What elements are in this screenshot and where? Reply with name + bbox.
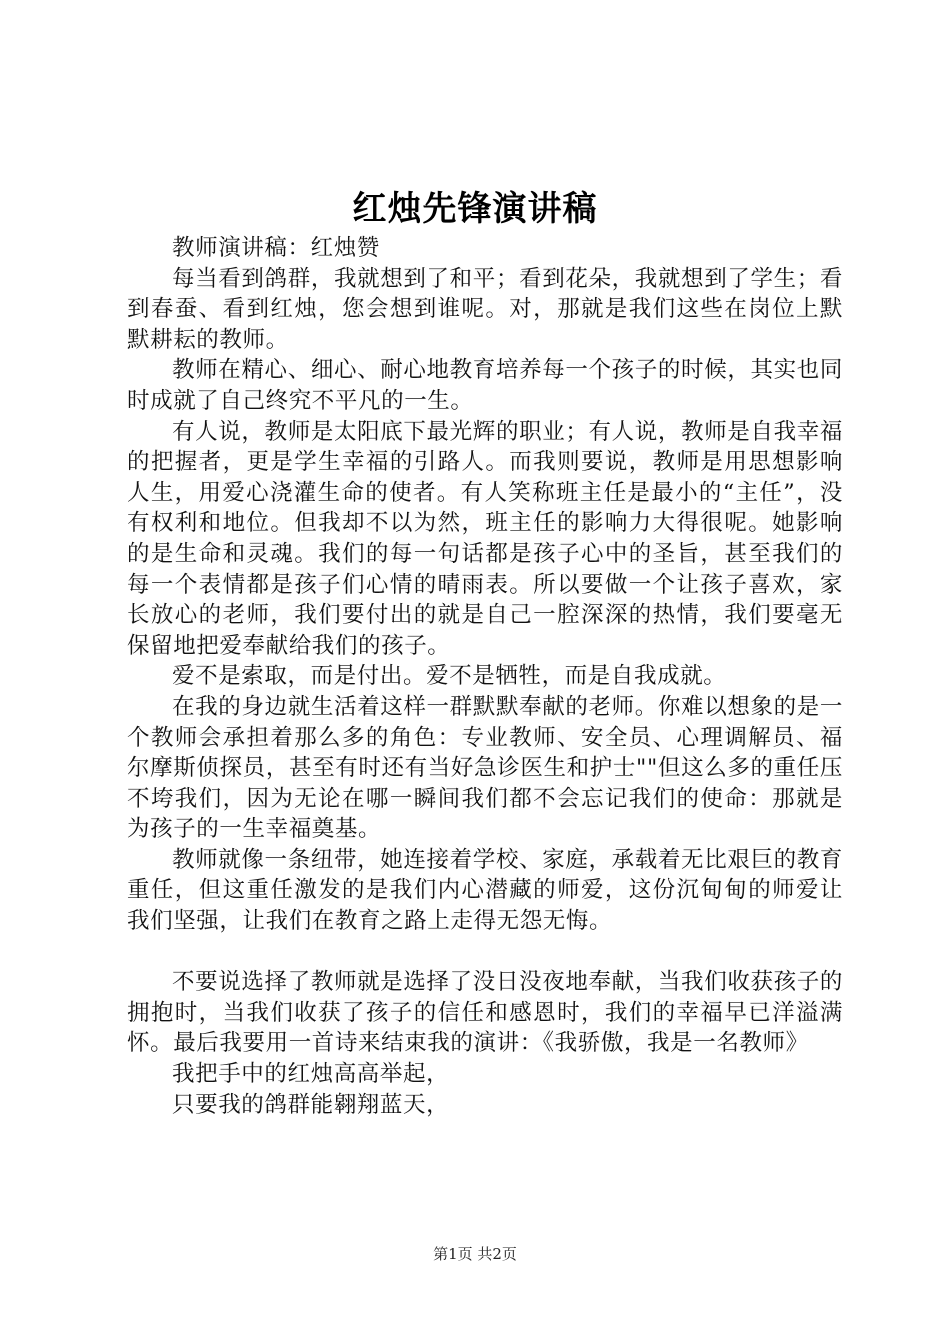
poem-line: 只要我的鸽群能翱翔蓝天，	[172, 1091, 450, 1118]
paragraph-subtitle: 教师演讲稿：红烛赞	[172, 235, 380, 261]
paragraph: 有人说，教师是太阳底下最光辉的职业；有人说，教师是自我幸福的把握者，更是学生幸福的引路人。而我则要说，教师是用思想影响人生，用爱心浇灌生命的使者。有人笑称班主任是最小的“主任”，没有权利和地位。但我却不以为然，班主任的影响力大得很呢。她影响的是生命和灵魂。我们的每一句话都是孩子心中的圣旨，甚至我们的每一个表情都是孩子们心情的晴雨表。所以要做一个让孩子喜欢，家长放心的老师，我们要付出的就是自己一腔深深的热情，我们要毫无保留地把爱奉献给我们的孩子。	[127, 418, 843, 659]
paragraph: 不要说选择了教师就是选择了没日没夜地奉献，当我们收获孩子的拥抱时，当我们收获了孩子的信任和感恩时，我们的幸福早已洋溢满怀。最后我要用一首诗来结束我的演讲：《我骄傲，我是一名教师》	[127, 969, 843, 1057]
paragraph: 教师在精心、细心、耐心地教育培养每一个孩子的时候，其实也同时成就了自己终究不平凡的一生。	[127, 357, 843, 414]
paragraph: 在我的身边就生活着这样一群默默奉献的老师。你难以想象的是一个教师会承担着那么多的角色：专业教师、安全员、心理调解员、福尔摩斯侦探员，甚至有时还有当好急诊医生和护士""但这么多的重任压不垮我们，因为无论在哪一瞬间我们都不会忘记我们的使命：那就是为孩子的一生幸福奠基。	[127, 693, 843, 843]
paragraph: 每当看到鸽群，我就想到了和平；看到花朵，我就想到了学生；看到春蚕、看到红烛，您会想到谁呢。对，那就是我们这些在岗位上默默耕耘的教师。	[127, 265, 843, 353]
document-body	[127, 233, 843, 1120]
poem-line: 我把手中的红烛高高举起，	[172, 1061, 450, 1088]
paragraph: 教师就像一条纽带，她连接着学校、家庭，承载着无比艰巨的教育重任，但这重任激发的是我们内心潜藏的师爱，这份沉甸甸的师爱让我们坚强，让我们在教育之路上走得无怨无悔。	[127, 846, 843, 935]
document-title: 红烛先锋演讲稿	[352, 189, 598, 229]
paragraph: 爱不是索取，而是付出。爱不是牺牲，而是自我成就。	[172, 663, 727, 690]
page-number-footer: 第1页 共2页	[433, 1245, 517, 1263]
